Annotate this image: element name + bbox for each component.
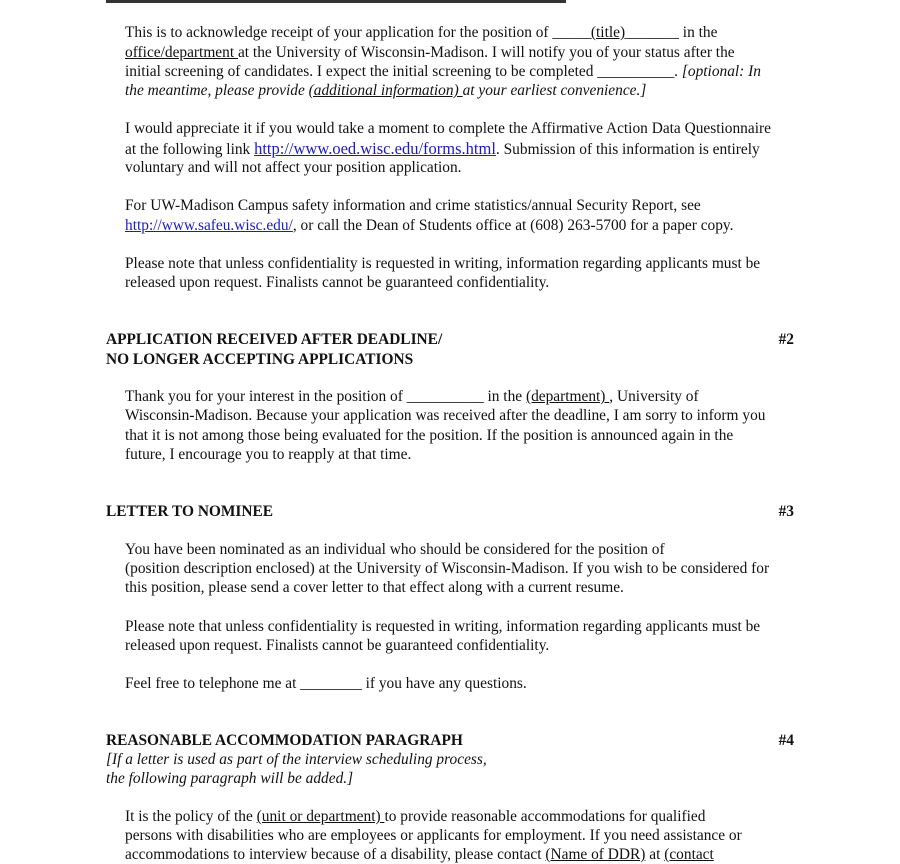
section-3-heading: LETTER TO NOMINEE xyxy=(106,503,274,520)
late-line-3: that it is not among those being evaluated for the position. If the position is announced again in the xyxy=(125,427,734,444)
safety-line-2: http://www.safeu.wisc.edu/, or call the Dean of Students office at (608) 263-5700 for a paper copy. xyxy=(125,217,734,234)
ddr-placeholder: (Name of DDR) xyxy=(545,846,646,863)
nominee-confidentiality-2: released upon request. Finalists cannot be guaranteed confidentiality. xyxy=(125,637,550,654)
oed-forms-link[interactable]: http://www.oed.wisc.edu/forms.html xyxy=(254,139,496,158)
section-4-heading: REASONABLE ACCOMMODATION PARAGRAPH xyxy=(106,732,463,749)
office-placeholder: office/department xyxy=(125,44,238,61)
ack-line-1: This is to acknowledge receipt of your application for the position of _____(title)_______ in the xyxy=(125,24,718,41)
aa-line-3: voluntary and will not affect your position application. xyxy=(125,159,462,176)
title-placeholder: (title) xyxy=(590,24,626,41)
section-2-heading-2: NO LONGER ACCEPTING APPLICATIONS xyxy=(106,351,414,368)
info-placeholder: (additional information) xyxy=(308,82,463,99)
ack-line-3: initial screening of candidates. I expect the initial screening to be completed __________. [optional: In xyxy=(125,63,761,80)
section-3-number: #3 xyxy=(778,503,794,520)
nominee-line-3: this position, please send a cover letter to that effect along with a current resume. xyxy=(125,579,624,596)
safeu-link[interactable]: http://www.safeu.wisc.edu/ xyxy=(125,217,293,234)
confidentiality-line-2: released upon request. Finalists cannot be guaranteed confidentiality. xyxy=(125,274,550,291)
late-line-4: future, I encourage you to reapply at that time. xyxy=(125,446,412,463)
late-line-2: Wisconsin-Madison. Because your application was received after the deadline, I am sorry to inform you xyxy=(125,407,766,424)
ack-line-4: the meantime, please provide (additional information) at your earliest convenience.] xyxy=(125,82,647,99)
section-2-heading-1: APPLICATION RECEIVED AFTER DEADLINE/ xyxy=(106,331,443,348)
aa-line-2: at the following link http://www.oed.wisc.edu/forms.html. Submission of this information is entirely xyxy=(125,139,760,158)
section-4-note-2: the following paragraph will be added.] xyxy=(106,770,354,787)
aa-line-1: I would appreciate it if you would take a moment to complete the Affirmative Action Data Questionnaire xyxy=(125,120,771,137)
confidentiality-line-1: Please note that unless confidentiality is requested in writing, information regarding applicants must be xyxy=(125,255,761,272)
section-2-number: #2 xyxy=(778,331,794,348)
accommodation-line-1: It is the policy of the (unit or department) to provide reasonable accommodations for qualified xyxy=(125,808,706,825)
accommodation-line-2: persons with disabilities who are employees or applicants for employment. If you need assistance or xyxy=(125,827,742,844)
unit-placeholder: (unit or department) xyxy=(256,808,385,825)
contact-placeholder: (contact xyxy=(664,846,714,863)
safety-line-1: For UW-Madison Campus safety information and crime statistics/annual Security Report, see xyxy=(125,197,701,214)
nominee-line-2: (position description enclosed) at the University of Wisconsin-Madison. If you wish to be considered for xyxy=(125,560,770,577)
nominee-confidentiality-1: Please note that unless confidentiality is requested in writing, information regarding applicants must be xyxy=(125,618,761,635)
cut-off-heading xyxy=(106,0,566,3)
late-line-1: Thank you for your interest in the position of __________ in the (department) , University of xyxy=(125,388,699,405)
telephone-line: Feel free to telephone me at ________ if you have any questions. xyxy=(125,675,527,692)
department-placeholder: (department) xyxy=(525,388,610,405)
accommodation-line-3: accommodations to interview because of a disability, please contact (Name of DDR) at (contact xyxy=(125,846,714,863)
section-4-note-1: [If a letter is used as part of the interview scheduling process, xyxy=(106,751,487,768)
section-4-number: #4 xyxy=(778,732,794,749)
ack-line-2: office/department at the University of Wisconsin-Madison. I will notify you of your status after the xyxy=(125,44,735,61)
nominee-line-1: You have been nominated as an individual who should be considered for the position of xyxy=(125,541,665,558)
